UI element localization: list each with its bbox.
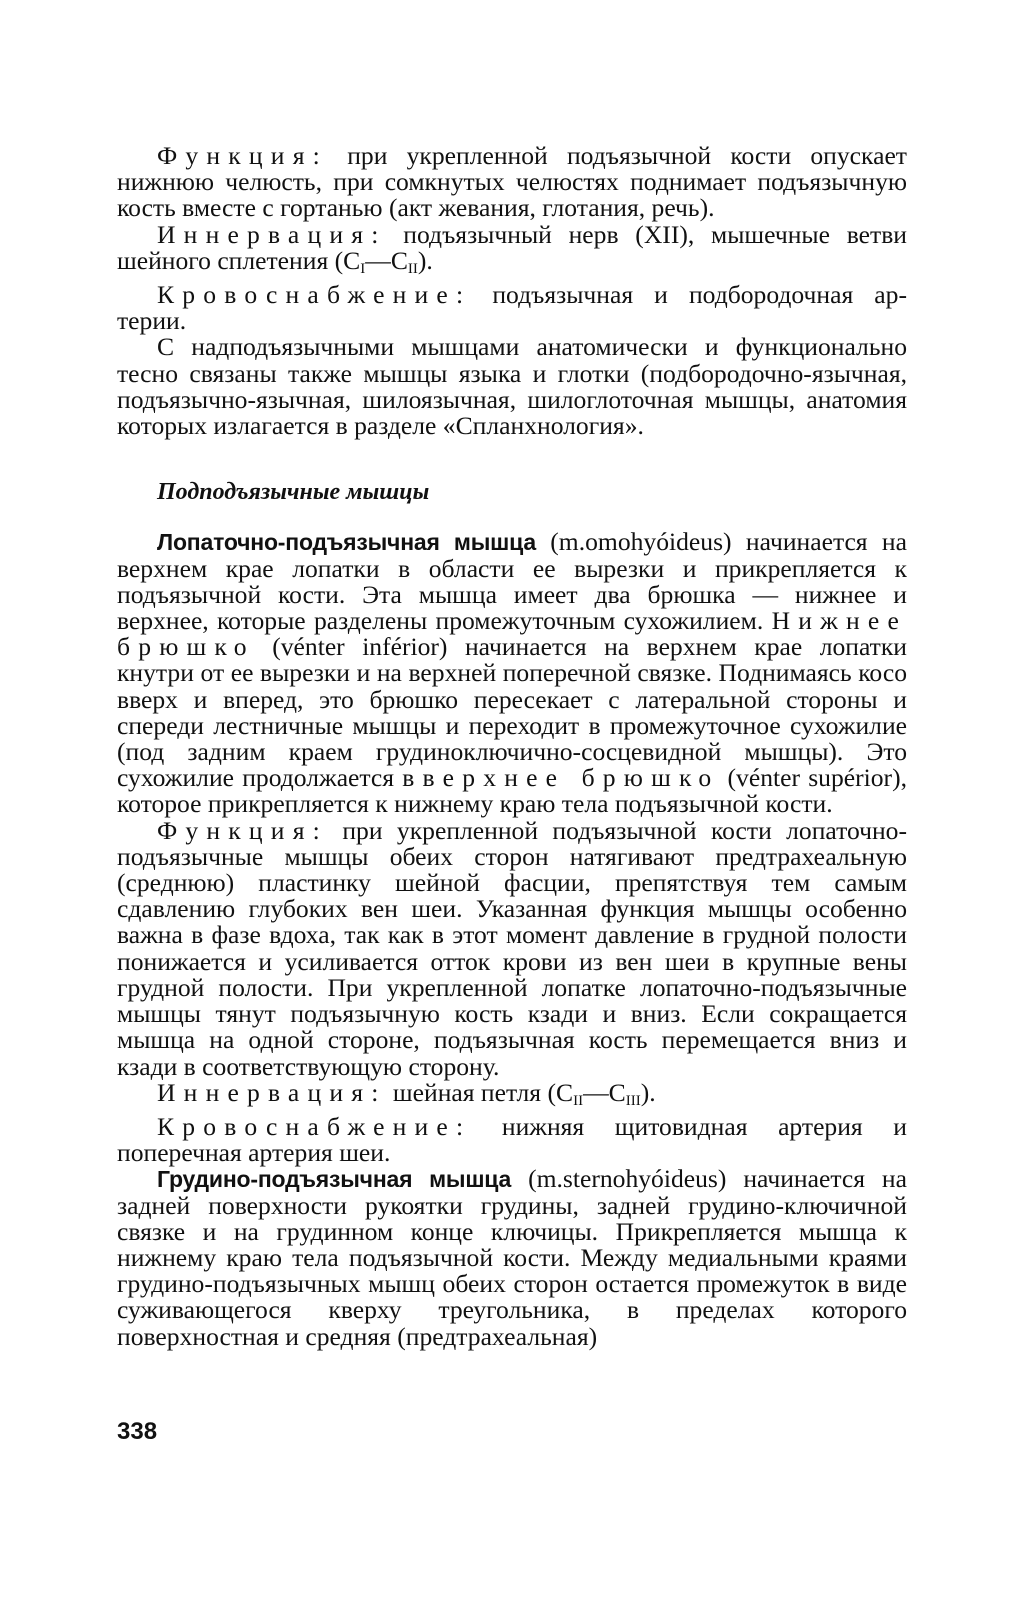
spaced-label-innervation: Иннервация: xyxy=(157,1077,387,1107)
paragraph-text: подъязычный нерв (XII), мышечные ветви шейного сплетения ( xyxy=(117,219,907,275)
muscle-name-omohyoid: Лопаточно-подъязычная мышца xyxy=(157,529,536,556)
paragraph-end: ). xyxy=(640,1077,656,1107)
spaced-label-function: Функция: xyxy=(157,815,328,845)
spaced-label-function: Функция: xyxy=(157,141,328,170)
spaced-label-blood-supply: Кровоснабжение: xyxy=(157,280,472,310)
segment-letter: C xyxy=(608,1077,626,1107)
segment-subscript: II xyxy=(407,260,418,277)
paragraph-text: С надподъязычными мышцами анатомически и функционально тесно связаны также мышцы языка и глотки (подбородочно-язычная, подъязычно-язычная, шилоязычная, шилоглоточная мышцы, анатомия которых излагается в разделе «Спланхнология». xyxy=(117,332,907,441)
paragraph-text: (vénter inférior) начинается на верхнем крае лопатки кнутри от ее вырезки и на верхней поперечной связке. Поднимаясь косо вверх и вперед, это брюшко пересекает с латеральной стороны и спереди лестничные мышцы и переходит в промежуточное сухожилие (под задним краем грудиноключично-сосцевидной мышцы). Это сухожилие продолжается в xyxy=(117,632,907,793)
segment-subscript: I xyxy=(360,260,366,277)
spaced-term-inferior-belly: Нижнее брюшко xyxy=(117,606,907,662)
paragraph-function-2 xyxy=(117,815,907,1081)
paragraph-blood-supply-2 xyxy=(117,1111,907,1168)
dash: — xyxy=(583,1077,609,1107)
paragraph-text: при укрепленной подъязычной кости опускает нижнюю челюсть, при сомкнутых челюстях поднимает подъязычную кость вместе с гортанью (акт жевания, глотания, речь). xyxy=(117,141,907,223)
paragraph-text: подъязычная и подбородочная артерии. xyxy=(117,280,907,336)
paragraph-text: шейная петля ( xyxy=(386,1077,556,1107)
dash: — xyxy=(365,245,391,275)
paragraph-blood-supply-1 xyxy=(117,282,907,334)
paragraph-text: (m.omohyóideus) начинается на верхнем крае лопатки в области ее вырезки и прикрепляется к подъязычной кости. Эта мышца имеет два брюшка — нижнее и верхнее, которые разделены промежуточным сухожилием. xyxy=(117,527,907,636)
paragraph-innervation-2 xyxy=(117,1077,907,1114)
page-body xyxy=(117,143,907,1350)
paragraph-sternohyoid xyxy=(117,1166,907,1349)
paragraph-text: (m.sternohyóideus) начинается на задней поверхности рукоятки грудины, задней грудино-ключичной связке и на грудинном конце ключицы. Прикрепляется мышца к нижнему краю тела подъязычной кости. Между медиальными краями грудино-подъязычных мышц обеих сторон остается промежуток в виде суживающегося кверху треугольника, в пределах которого поверхностная и средняя (предтрахеальная) xyxy=(117,1164,907,1351)
spaced-label-innervation: Иннервация: xyxy=(157,219,387,249)
segment-letter: C xyxy=(556,1077,574,1107)
paragraph-text: при укрепленной подъязычной кости лопаточно-подъязычные мышцы обеих сторон натягивают предтрахеальную (среднюю) пластинку шейной фасции, препятствуя тем самым сдавлению глубоких вен шеи. Указанная функция мышцы особенно важна в фазе вдоха, так как в этот момент давление в грудной полости понижается и усиливается отток крови из вен шеи в крупные вены грудной полости. При укрепленной лопатке лопаточно-подъязычные мышцы тянут подъязычную кость кзади и вниз. Если сокращается мышца на одной стороне, подъязычная кость перемещается вниз и кзади в соответствующую сторону. xyxy=(117,815,907,1081)
segment-subscript: II xyxy=(573,1092,584,1109)
spaced-label-blood-supply: Кровоснабжение: xyxy=(157,1111,472,1141)
paragraph-end: ). xyxy=(417,245,433,275)
paragraph-omohyoid xyxy=(117,529,907,817)
spaced-term-superior-belly: верхнее брюшко xyxy=(422,763,720,793)
segment-letter: C xyxy=(390,245,408,275)
section-heading: Подподъязычные мышцы xyxy=(157,479,430,506)
paragraph-innervation-1 xyxy=(117,219,907,282)
paragraph-text: нижняя щитовидная артерия и поперечная артерия шеи. xyxy=(117,1111,907,1168)
paragraph-suprahyoid-note xyxy=(117,334,907,439)
page-number: 338 xyxy=(117,1418,158,1445)
paragraph-function-1 xyxy=(117,143,907,222)
paragraph-text: (vénter supérior), которое прикрепляется к нижнему краю тела подъязычной кости. xyxy=(117,763,907,819)
muscle-name-sternohyoid: Грудино-подъязычная мышца xyxy=(157,1166,512,1193)
segment-subscript: III xyxy=(625,1092,641,1109)
segment-letter: C xyxy=(343,245,361,275)
